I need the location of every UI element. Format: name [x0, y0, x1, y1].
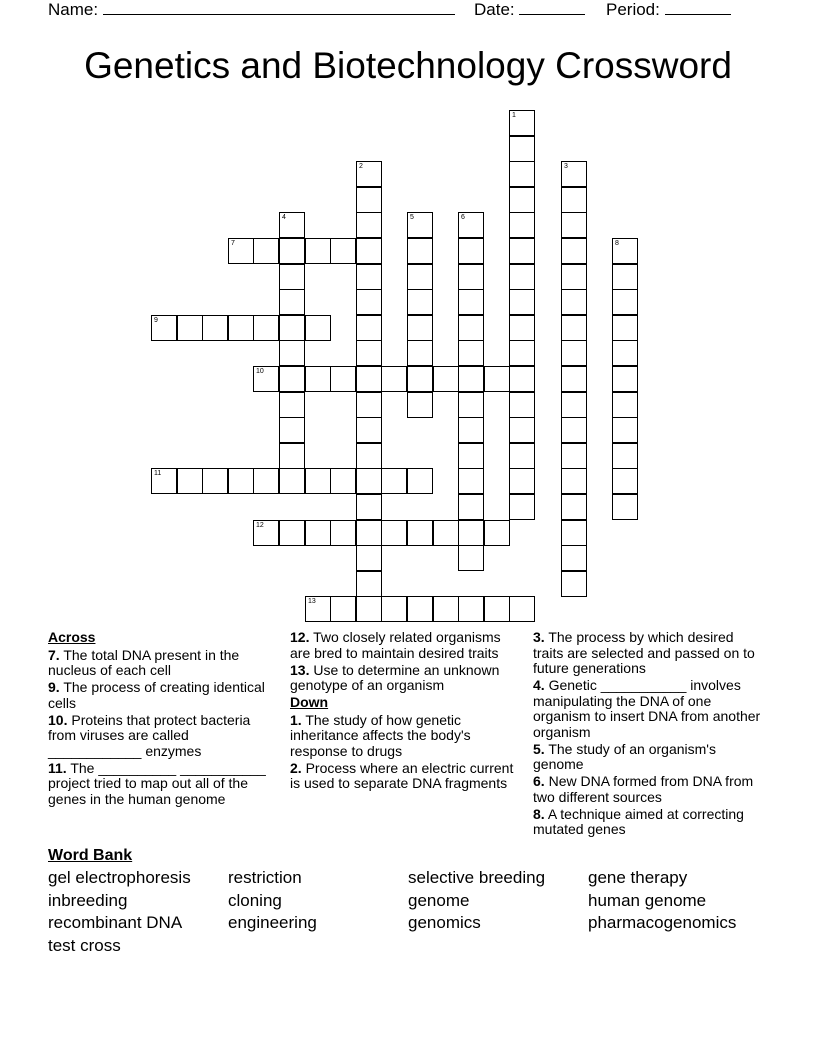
crossword-cell[interactable]	[561, 238, 587, 264]
crossword-cell[interactable]	[561, 571, 587, 597]
crossword-cell[interactable]	[407, 468, 433, 494]
crossword-cell[interactable]	[458, 545, 484, 571]
crossword-cell[interactable]	[407, 315, 433, 341]
crossword-cell[interactable]	[330, 596, 356, 622]
crossword-cell[interactable]	[279, 417, 305, 443]
crossword-cell[interactable]	[407, 264, 433, 290]
cell-number: 11	[154, 470, 162, 477]
clue-number: 5.	[533, 740, 545, 757]
clue-across-9	[48, 680, 280, 711]
clue-number: 10.	[48, 711, 68, 728]
crossword-cell[interactable]	[151, 315, 177, 341]
clue-number: 9.	[48, 679, 60, 695]
crossword-cell[interactable]	[177, 468, 203, 494]
crossword-cell[interactable]	[228, 315, 254, 341]
clue-number: 3.	[533, 629, 545, 645]
clue-column-3	[533, 630, 765, 839]
crossword-cell[interactable]	[330, 520, 356, 546]
clue-number: 6.	[533, 773, 545, 789]
crossword-cell[interactable]	[151, 468, 177, 494]
cell-number: 9	[154, 317, 158, 324]
crossword-cell[interactable]	[561, 468, 587, 494]
crossword-cell[interactable]	[305, 468, 331, 494]
crossword-cell[interactable]	[228, 238, 254, 264]
crossword-cell[interactable]	[279, 340, 305, 366]
crossword-cell[interactable]	[458, 264, 484, 290]
clue-down-6	[533, 774, 765, 805]
crossword-cell[interactable]	[458, 520, 484, 546]
crossword-cell[interactable]	[356, 494, 382, 520]
cell-number: 12	[256, 522, 264, 529]
crossword-cell[interactable]	[253, 366, 279, 392]
word-bank-item: inbreeding	[48, 890, 128, 910]
crossword-cell[interactable]	[612, 264, 638, 290]
clue-number: 4.	[533, 677, 545, 693]
page-title: Genetics and Biotechnology Crossword	[84, 45, 732, 86]
crossword-cell[interactable]	[356, 315, 382, 341]
clue-across-10	[48, 713, 280, 760]
crossword-cell[interactable]	[458, 238, 484, 264]
crossword-cell[interactable]	[279, 315, 305, 341]
date-label: Date:	[474, 0, 515, 19]
crossword-cell[interactable]	[509, 417, 535, 443]
word-bank-item: human genome	[588, 890, 707, 910]
clue-text: A technique aimed at correcting mutated genes	[533, 805, 744, 837]
crossword-cell[interactable]	[509, 110, 535, 136]
word-bank-list	[48, 867, 768, 957]
word-bank-item: test cross	[48, 935, 121, 955]
clue-column-1	[48, 630, 280, 809]
clue-text: The process by which desired traits are selected and passed on to future generations	[533, 629, 755, 676]
clue-down-8	[533, 807, 765, 838]
crossword-cell[interactable]	[509, 494, 535, 520]
cell-number: 7	[231, 240, 235, 247]
crossword-cell[interactable]	[612, 468, 638, 494]
crossword-cell[interactable]	[458, 289, 484, 315]
clue-text: Use to determine an unknown genotype of an organism	[290, 661, 500, 693]
crossword-cell[interactable]	[509, 315, 535, 341]
crossword-cell[interactable]	[561, 212, 587, 238]
crossword-cell[interactable]	[509, 596, 535, 622]
clue-down-3	[533, 630, 765, 677]
crossword-cell[interactable]	[458, 212, 484, 238]
clue-across-7	[48, 648, 280, 679]
word-bank-item: recombinant DNA	[48, 913, 183, 932]
crossword-cell[interactable]	[458, 340, 484, 366]
crossword-cell[interactable]	[279, 264, 305, 290]
crossword-cell[interactable]	[407, 520, 433, 546]
crossword-cell[interactable]	[561, 417, 587, 443]
crossword-cell[interactable]	[612, 340, 638, 366]
crossword-cell[interactable]	[561, 520, 587, 546]
crossword-cell[interactable]	[356, 340, 382, 366]
crossword-cell[interactable]	[407, 340, 433, 366]
crossword-cell[interactable]	[381, 596, 407, 622]
crossword-cell[interactable]	[612, 443, 638, 469]
clue-across-13	[290, 663, 516, 694]
crossword-cell[interactable]	[330, 468, 356, 494]
word-bank-item: genomics	[408, 913, 481, 932]
clue-across-11	[48, 761, 280, 808]
word-bank-item: selective breeding	[408, 868, 546, 887]
crossword-cell[interactable]	[279, 366, 305, 392]
crossword-cell[interactable]	[509, 289, 535, 315]
crossword-cell[interactable]	[484, 520, 510, 546]
crossword-cell[interactable]	[458, 392, 484, 418]
crossword-cell[interactable]	[305, 596, 331, 622]
crossword-cell[interactable]	[177, 315, 203, 341]
clue-down-5	[533, 742, 765, 773]
clue-text: The study of an organism's genome	[533, 740, 716, 772]
clue-across-12	[290, 630, 516, 661]
cell-number: 13	[308, 598, 316, 605]
crossword-cell[interactable]	[407, 366, 433, 392]
across-heading: Across	[48, 629, 96, 645]
crossword-cell[interactable]	[356, 392, 382, 418]
crossword-cell[interactable]	[458, 596, 484, 622]
crossword-cell[interactable]	[330, 238, 356, 264]
crossword-cell[interactable]	[356, 366, 382, 392]
clue-number: 2.	[290, 759, 302, 776]
crossword-cell[interactable]	[561, 264, 587, 290]
name-label: Name:	[48, 0, 99, 19]
period-label: Period:	[606, 0, 660, 19]
crossword-cell[interactable]	[279, 289, 305, 315]
clue-number: 1.	[290, 711, 302, 728]
crossword-cell[interactable]	[433, 520, 459, 546]
crossword-cell[interactable]	[509, 340, 535, 366]
crossword-cell[interactable]	[356, 443, 382, 469]
clue-text: Proteins that protect bacteria from viruses are called ____________ enzymes	[48, 711, 251, 759]
crossword-cell[interactable]	[433, 366, 459, 392]
crossword-cell[interactable]	[356, 264, 382, 290]
crossword-cell[interactable]	[612, 289, 638, 315]
crossword-cell[interactable]	[202, 468, 228, 494]
crossword-cell[interactable]	[509, 392, 535, 418]
crossword-cell[interactable]	[509, 136, 535, 162]
crossword-cell[interactable]	[561, 545, 587, 571]
crossword-cell[interactable]	[253, 520, 279, 546]
crossword-cell[interactable]	[279, 212, 305, 238]
clue-column-2	[290, 630, 516, 793]
crossword-cell[interactable]	[509, 161, 535, 187]
crossword-cell[interactable]	[509, 238, 535, 264]
crossword-cell[interactable]	[381, 468, 407, 494]
word-bank-item: gene therapy	[588, 868, 688, 887]
down-heading: Down	[290, 694, 329, 710]
clue-down-4	[533, 678, 765, 740]
crossword-cell[interactable]	[356, 468, 382, 494]
crossword-cell[interactable]	[509, 187, 535, 213]
crossword-cell[interactable]	[407, 212, 433, 238]
crossword-cell[interactable]	[458, 315, 484, 341]
crossword-cell[interactable]	[356, 289, 382, 315]
crossword-cell[interactable]	[561, 392, 587, 418]
crossword-cell[interactable]	[305, 366, 331, 392]
crossword-cell[interactable]	[458, 468, 484, 494]
clue-text: The __________ ___________ project tried to map out all of the genes in the human genome	[48, 759, 266, 807]
word-bank-item: genome	[408, 890, 470, 910]
crossword-cell[interactable]	[612, 417, 638, 443]
cell-number: 5	[410, 214, 414, 221]
crossword-cell[interactable]	[381, 366, 407, 392]
crossword-cell[interactable]	[356, 417, 382, 443]
crossword-cell[interactable]	[509, 264, 535, 290]
crossword-cell[interactable]	[356, 545, 382, 571]
crossword-cell[interactable]	[253, 468, 279, 494]
crossword-cell[interactable]	[561, 187, 587, 213]
word-bank-title: Word Bank	[48, 847, 133, 864]
crossword-cell[interactable]	[612, 315, 638, 341]
crossword-cell[interactable]	[407, 596, 433, 622]
crossword-cell[interactable]	[356, 571, 382, 597]
crossword-cell[interactable]	[484, 366, 510, 392]
crossword-cell[interactable]	[279, 443, 305, 469]
crossword-cell[interactable]	[356, 161, 382, 187]
crossword-cell[interactable]	[458, 417, 484, 443]
crossword-cell[interactable]	[305, 520, 331, 546]
clue-number: 13.	[290, 661, 310, 678]
clue-number: 7.	[48, 646, 60, 663]
word-bank-item: engineering	[228, 913, 317, 932]
crossword-cell[interactable]	[279, 392, 305, 418]
crossword-cell[interactable]	[612, 366, 638, 392]
clue-down-2	[290, 761, 516, 792]
crossword-cell[interactable]	[509, 366, 535, 392]
crossword-cell[interactable]	[279, 520, 305, 546]
crossword-cell[interactable]	[561, 366, 587, 392]
crossword-cell[interactable]	[509, 443, 535, 469]
crossword-cell[interactable]	[330, 366, 356, 392]
crossword-cell[interactable]	[381, 520, 407, 546]
cell-number: 1	[512, 112, 516, 119]
crossword-cell[interactable]	[458, 366, 484, 392]
crossword-cell[interactable]	[407, 238, 433, 264]
word-bank-item: gel electrophoresis	[48, 868, 191, 887]
word-bank-item: cloning	[228, 890, 282, 910]
cell-number: 2	[359, 163, 363, 170]
crossword-cell[interactable]	[561, 494, 587, 520]
crossword-cell[interactable]	[561, 443, 587, 469]
crossword-cell[interactable]	[458, 494, 484, 520]
clue-number: 8.	[533, 805, 545, 822]
cell-number: 4	[282, 214, 286, 221]
cell-number: 8	[615, 240, 619, 247]
crossword-cell[interactable]	[561, 315, 587, 341]
clue-number: 12.	[290, 629, 310, 645]
clue-number: 11.	[48, 759, 67, 776]
cell-number: 3	[564, 163, 568, 170]
word-bank-item: restriction	[228, 868, 302, 887]
cell-number: 6	[461, 214, 465, 221]
clue-text: New DNA formed from DNA from two different sources	[533, 773, 754, 805]
crossword-cell[interactable]	[356, 238, 382, 264]
crossword-cell[interactable]	[305, 238, 331, 264]
clue-text: Two closely related organisms are bred to maintain desired traits	[290, 629, 501, 661]
crossword-cell[interactable]	[356, 212, 382, 238]
crossword-cell[interactable]	[612, 238, 638, 264]
crossword-cell[interactable]	[305, 315, 331, 341]
crossword-cell[interactable]	[484, 596, 510, 622]
clue-text: Process where an electric current is used to separate DNA fragments	[290, 759, 514, 791]
crossword-cell[interactable]	[253, 315, 279, 341]
crossword-cell[interactable]	[561, 289, 587, 315]
crossword-cell[interactable]	[458, 443, 484, 469]
crossword-cell[interactable]	[561, 340, 587, 366]
clue-text: The total DNA present in the nucleus of each cell	[48, 646, 240, 678]
crossword-cell[interactable]	[509, 212, 535, 238]
crossword-cell[interactable]	[356, 187, 382, 213]
clue-down-1	[290, 713, 516, 760]
crossword-cell[interactable]	[561, 161, 587, 187]
crossword-cell[interactable]	[202, 315, 228, 341]
crossword-cell[interactable]	[407, 289, 433, 315]
clue-text: The process of creating identical cells	[48, 679, 265, 711]
crossword-cell[interactable]	[279, 468, 305, 494]
crossword-cell[interactable]	[407, 392, 433, 418]
crossword-cell[interactable]	[356, 596, 382, 622]
word-bank	[48, 847, 768, 957]
crossword-cell[interactable]	[279, 238, 305, 264]
crossword-cell[interactable]	[612, 392, 638, 418]
clue-text: The study of how genetic inheritance affects the body's response to drugs	[290, 711, 471, 759]
crossword-cell[interactable]	[253, 238, 279, 264]
word-bank-item: pharmacogenomics	[588, 913, 737, 932]
crossword-cell[interactable]	[228, 468, 254, 494]
cell-number: 10	[256, 368, 264, 375]
crossword-cell[interactable]	[509, 468, 535, 494]
crossword-cell[interactable]	[356, 520, 382, 546]
crossword-cell[interactable]	[612, 494, 638, 520]
crossword-cell[interactable]	[433, 596, 459, 622]
clue-text: Genetic ___________ involves manipulating the DNA of one organism to insert DNA from another organism	[533, 677, 761, 740]
